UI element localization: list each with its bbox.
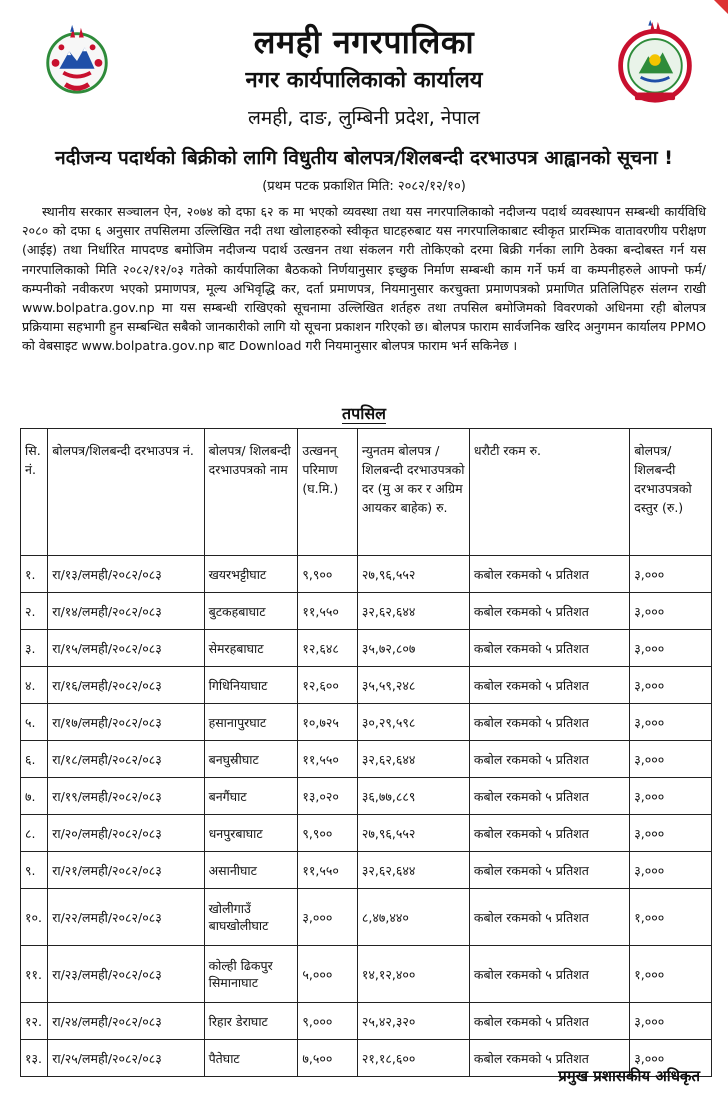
cell-fee: ३,००० [630, 815, 712, 852]
notice-title: नदीजन्य पदार्थको बिक्रीको लागि विधुतीय बोलपत्र/शिलबन्दी दरभाउपत्र आह्वानको सूचना ! [55, 147, 673, 169]
cell-min-rate: ८,४७,४४० [357, 889, 469, 946]
table-row [21, 741, 712, 778]
table-row [21, 704, 712, 741]
cell-deposit: कबोल रकमको ५ प्रतिशत [469, 556, 629, 593]
cell-min-rate: ३२,६२,६४४ [357, 741, 469, 778]
cell-quantity: ११,५५० [298, 593, 358, 630]
cell-bid-no: रा/२४/लमही/२०८२/०८३ [48, 1003, 204, 1040]
table-row [21, 556, 712, 593]
cell-sn: ११. [21, 946, 48, 1003]
cell-bid-name: हसानापुरघाट [204, 704, 298, 741]
table-row [21, 815, 712, 852]
cell-sn: ५. [21, 704, 48, 741]
cell-min-rate: २५,४२,३२० [357, 1003, 469, 1040]
cell-deposit: कबोल रकमको ५ प्रतिशत [469, 1003, 629, 1040]
cell-quantity: ९,००० [298, 1003, 358, 1040]
cell-deposit: कबोल रकमको ५ प्रतिशत [469, 778, 629, 815]
published-date: (प्रथम पटक प्रकाशित मिति: २०८२/१२/१०) [262, 179, 466, 194]
signature-designation: प्रमुख प्रशासकीय अधिकृत [558, 1067, 700, 1085]
cell-min-rate: ३२,६२,६४४ [357, 593, 469, 630]
cell-fee: ३,००० [630, 852, 712, 889]
cell-deposit: कबोल रकमको ५ प्रतिशत [469, 815, 629, 852]
cell-min-rate: १४,१२,४०० [357, 946, 469, 1003]
cell-min-rate: २७,९६,५५२ [357, 556, 469, 593]
cell-deposit: कबोल रकमको ५ प्रतिशत [469, 852, 629, 889]
cell-bid-no: रा/१७/लमही/२०८२/०८३ [48, 704, 204, 741]
cell-fee: ३,००० [630, 667, 712, 704]
cell-min-rate: ३५,७२,८०७ [357, 630, 469, 667]
cell-bid-name: गिधिनियाघाट [204, 667, 298, 704]
cell-bid-name: रिहार डेराघाट [204, 1003, 298, 1040]
table-row [21, 593, 712, 630]
col-header-quantity: उत्खनन् परिमाण (घ.मि.) [298, 429, 358, 556]
cell-bid-name: कोल्ही ढिकपुर सिमानाघाट [204, 946, 298, 1003]
cell-bid-name: सेमरहबाघाट [204, 630, 298, 667]
cell-deposit: कबोल रकमको ५ प्रतिशत [469, 1040, 629, 1077]
cell-bid-no: रा/१९/लमही/२०८२/०८३ [48, 778, 204, 815]
table-row [21, 667, 712, 704]
municipality-name: लमही नगरपालिका [253, 23, 475, 61]
section-title-text: तपसिल [341, 404, 387, 423]
cell-deposit: कबोल रकमको ५ प्रतिशत [469, 741, 629, 778]
col-header-sn: सि. नं. [21, 429, 48, 556]
cell-sn: १०. [21, 889, 48, 946]
cell-quantity: ११,५५० [298, 741, 358, 778]
cell-bid-name: धनपुरबाघाट [204, 815, 298, 852]
cell-sn: ८. [21, 815, 48, 852]
cell-fee: ३,००० [630, 1003, 712, 1040]
cell-quantity: ९,९०० [298, 815, 358, 852]
cell-quantity: १३,०२० [298, 778, 358, 815]
table-row [21, 778, 712, 815]
cell-bid-no: रा/१८/लमही/२०८२/०८३ [48, 741, 204, 778]
cell-min-rate: ३५,५९,२४८ [357, 667, 469, 704]
cell-fee: ३,००० [630, 1040, 712, 1077]
cell-sn: ९. [21, 852, 48, 889]
cell-bid-name: खोलीगाउँ बाघखोलीघाट [204, 889, 298, 946]
cell-bid-name: पैतेघाट [204, 1040, 298, 1077]
cell-fee: १,००० [630, 889, 712, 946]
table-row [21, 889, 712, 946]
cell-bid-no: रा/१४/लमही/२०८२/०८३ [48, 593, 204, 630]
cell-bid-name: खयरभट्टीघाट [204, 556, 298, 593]
cell-sn: ६. [21, 741, 48, 778]
cell-min-rate: २१,१८,६०० [357, 1040, 469, 1077]
section-title [0, 402, 728, 424]
cell-quantity: ९,९०० [298, 556, 358, 593]
cell-quantity: ५,००० [298, 946, 358, 1003]
col-header-bid-name: बोलपत्र/ शिलबन्दी दरभाउपत्रको नाम [204, 429, 298, 556]
cell-fee: ३,००० [630, 593, 712, 630]
cell-quantity: ११,५५० [298, 852, 358, 889]
cell-quantity: १२,६०० [298, 667, 358, 704]
cell-quantity: १२,६४८ [298, 630, 358, 667]
table-row [21, 1003, 712, 1040]
cell-deposit: कबोल रकमको ५ प्रतिशत [469, 630, 629, 667]
table-row [21, 630, 712, 667]
col-header-fee: बोलपत्र/ शिलबन्दी दरभाउपत्रको दस्तुर (रु.) [630, 429, 712, 556]
cell-quantity: १०,७२५ [298, 704, 358, 741]
office-address: लमही, दाङ, लुम्बिनी प्रदेश, नेपाल [248, 107, 480, 129]
cell-bid-no: रा/१६/लमही/२०८२/०८३ [48, 667, 204, 704]
cell-bid-no: रा/२५/लमही/२०८२/०८३ [48, 1040, 204, 1077]
cell-fee: ३,००० [630, 704, 712, 741]
cell-fee: ३,००० [630, 778, 712, 815]
cell-min-rate: ३०,२९,५९८ [357, 704, 469, 741]
notice-body: स्थानीय सरकार सञ्चालन ऐन, २०७४ को दफा ६२ क मा भएको व्यवस्था तथा यस नगरपालिकाको नदीजन्य पदार्थ व्यवस्थापन सम्बन्धी कार्यविधि २०८० को दफा ६ अनुसार तपसिलमा उल्लिखित नदी तथा खोलाहरुको स्वीकृत घाटहरुबाट यस नगरपालिकाबाट स्वीकृत प्रारम्भिक वातावरणीय परीक्षण (आईइ) तथा निर्धारित मापदण्ड बमोजिम नदीजन्य पदार्थ उत्खनन तथा संकलन गरी तोकिएको दरमा बिक्री गर्नका लागि ठेक्का बन्दोबस्त गर्न यस नगरपालिकाको मिति २०८२/१२/०३ गतेको कार्यपालिका बैठकको निर्णयानुसार इच्छुक निर्माण सम्बन्धी काम गर्ने फर्म वा कम्पनीहरुले आफ्नो फर्म/कम्पनीको नवीकरण भएको प्रमाणपत्र, मूल्य अभिवृद्धि कर, दर्ता प्रमाणपत्र, नियमानुसार करचुक्ता प्रमाणपत्रको प्रमाणित प्रतिलिपिहरु संलग्न राखी www.bolpatra.gov.np मा यस सम्बन्धी राखिएको सूचनामा उल्लिखित शर्तहरु तथा तपसिल बमोजिमको विवरणको अधिनमा रही बोलपत्र प्रक्रियामा सहभागी हुन सम्बन्धित सबैको जानकारीको लागि यो सूचना प्रकाशन गरिएको छ। बोलपत्र फाराम सार्वजनिक खरिद अनुगमन कार्यालय PPMO को वेबसाइट www.bolpatra.gov.np बाट Download गरी नियमानुसार बोलपत्र फाराम भर्न सकिनेछ । [22, 204, 706, 354]
cell-deposit: कबोल रकमको ५ प्रतिशत [469, 889, 629, 946]
cell-bid-name: बुटकहबाघाट [204, 593, 298, 630]
cell-sn: १. [21, 556, 48, 593]
tender-table [20, 428, 712, 1077]
cell-bid-no: रा/१५/लमही/२०८२/०८३ [48, 630, 204, 667]
table-row [21, 852, 712, 889]
cell-bid-no: रा/१३/लमही/२०८२/०८३ [48, 556, 204, 593]
cell-bid-name: असानीघाट [204, 852, 298, 889]
cell-bid-no: रा/२२/लमही/२०८२/०८३ [48, 889, 204, 946]
cell-deposit: कबोल रकमको ५ प्रतिशत [469, 704, 629, 741]
page-corner-mark [714, 0, 728, 14]
cell-sn: ७. [21, 778, 48, 815]
col-header-deposit: धरौटी रकम रु. [469, 429, 629, 556]
cell-min-rate: २७,९६,५५२ [357, 815, 469, 852]
cell-quantity: ७,५०० [298, 1040, 358, 1077]
cell-bid-no: रा/२३/लमही/२०८२/०८३ [48, 946, 204, 1003]
cell-deposit: कबोल रकमको ५ प्रतिशत [469, 667, 629, 704]
table-header-row [21, 429, 712, 556]
cell-min-rate: ३२,६२,६४४ [357, 852, 469, 889]
cell-fee: ३,००० [630, 741, 712, 778]
cell-min-rate: ३६,७७,८८९ [357, 778, 469, 815]
cell-fee: ३,००० [630, 630, 712, 667]
cell-fee: १,००० [630, 946, 712, 1003]
col-header-bid-no: बोलपत्र/शिलबन्दी दरभाउपत्र नं. [48, 429, 204, 556]
cell-sn: २. [21, 593, 48, 630]
cell-sn: १२. [21, 1003, 48, 1040]
cell-quantity: ३,००० [298, 889, 358, 946]
cell-sn: १३. [21, 1040, 48, 1077]
cell-bid-name: बनगैंघाट [204, 778, 298, 815]
cell-deposit: कबोल रकमको ५ प्रतिशत [469, 946, 629, 1003]
cell-deposit: कबोल रकमको ५ प्रतिशत [469, 593, 629, 630]
cell-sn: ४. [21, 667, 48, 704]
cell-bid-name: बनघुस्रीघाट [204, 741, 298, 778]
cell-bid-no: रा/२०/लमही/२०८२/०८३ [48, 815, 204, 852]
office-name: नगर कार्यपालिकाको कार्यालय [245, 68, 483, 93]
col-header-min-rate: न्युनतम बोलपत्र /शिलबन्दी दरभाउपत्रको दर (मु अ कर र अग्रिम आयकर बाहेक) रु. [357, 429, 469, 556]
table-row [21, 946, 712, 1003]
cell-fee: ३,००० [630, 556, 712, 593]
cell-sn: ३. [21, 630, 48, 667]
cell-bid-no: रा/२१/लमही/२०८२/०८३ [48, 852, 204, 889]
